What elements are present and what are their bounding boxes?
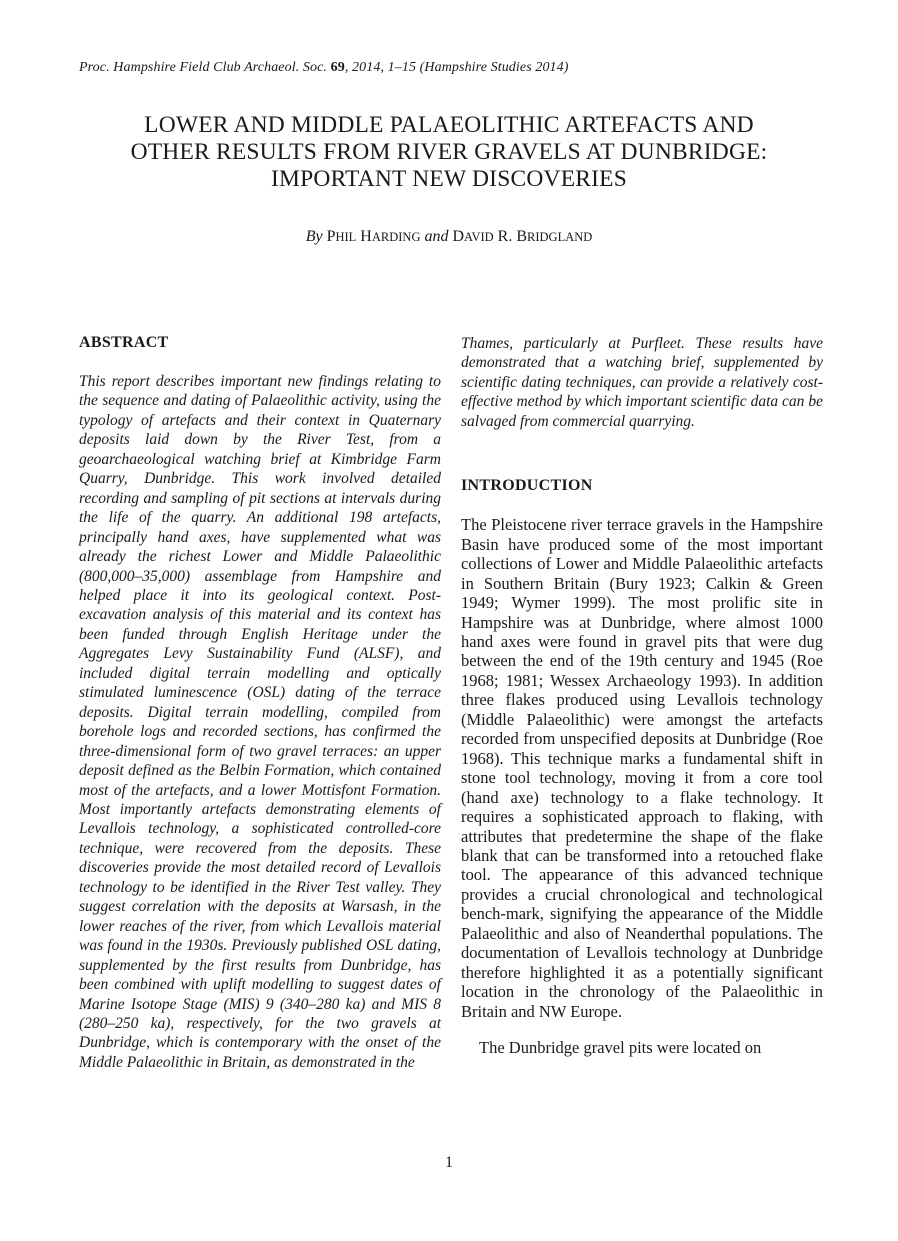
journal-volume: 69 bbox=[330, 60, 345, 75]
abstract-continued: Thames, particularly at Purfleet. These results have demonstrated that a watching brief, supplemented by scientific dating techniques, can provide a relatively cost-effective method by which important scientific data can be salvaged from commercial quarrying. bbox=[461, 335, 823, 430]
journal-details: , 2014, 1–15 (Hampshire Studies 2014) bbox=[344, 60, 569, 75]
author-byline bbox=[60, 228, 838, 246]
title-line-1: LOWER AND MIDDLE PALAEOLITHIC ARTEFACTS AND bbox=[144, 112, 754, 138]
abstract-body: This report describes important new findings relating to the sequence and dating of Palaeolithic activity, using the typology of artefacts and their context in Quaternary deposits laid down by the River Test, from a geoarchaeological watching brief at Kimbridge Farm Quarry, Dunbridge. This work involved detailed recording and sampling of pit sections at intervals during the life of the quarry. An additional 198 artefacts, principally hand axes, have supplemented what was already the richest Lower and Middle Palaeolithic (800,000–35,000) assemblage from Hampshire and helped place it into its geological context. Post-excavation analysis of this material and its context has been funded through English Heritage under the Aggregates Levy Sustainability Fund (ALSF), and included digital terrain modelling and optically stimulated luminescence (OSL) dating of the terrace deposits. Digital terrain modelling, compiled from borehole logs and recorded sections, has confirmed the three-dimensional form of two gravel terraces: an upper deposit defined as the Belbin Formation, which contained most of the artefacts, and a lower Mottisfont Formation. Most importantly artefacts demonstrating elements of Levallois technology, a sophisticated controlled-core technique, were recovered from the deposits. These discoveries provide the most detailed record of Levallois technology to be identified in the River Test valley. They suggest correlation with the deposits at Warsash, in the lower reaches of the river, from which Levallois material was found in the 1930s. Previously published OSL dating, supplemented by the first results from Dunbridge, has been combined with uplift modelling to suggest dates of Marine Isotope Stage (MIS) 9 (340–280 ka) and MIS 8 (280–250 ka), respectively, for the two gravels at Dunbridge, which is contemporary with the onset of the Middle Palaeolithic in Britain, as demonstrated in the bbox=[79, 373, 441, 1071]
introduction-paragraph-1: The Pleistocene river terrace gravels in the Hampshire Basin have produced some of the most important collections of Lower and Middle Palaeolithic artefacts in Southern Britain (Bury 1923; Calkin & Green 1949; Wymer 1999). The most prolific site in Hampshire was at Dunbridge, where almost 1000 hand axes were found in gravel pits that were dug between the end of the 19th century and 1945 (Roe 1968; 1981; Wessex Archaeology 1993). In addition three flakes produced using Levallois technology (Middle Palaeolithic) were amongst the artefacts recorded from unspecified deposits at Dunbridge (Roe 1968). This technique marks a fundamental shift in stone tool technology, moving it from a core tool (hand axe) technology to a flake technology. It requires a sophisticated approach to flaking, with attributes that predetermine the shape of the flake blank that can be transformed into a retouched flake tool. The appearance of this advanced technique provides a crucial chronological and technological bench-mark, signifying the appearance of the Middle Palaeolithic and also of Neanderthal populations. The documentation of Levallois technology at Dunbridge therefore highlighted it as a potentially significant location in the chronology of the Palaeolithic in Britain and NW Europe. bbox=[461, 515, 823, 1021]
abstract-heading: ABSTRACT bbox=[79, 334, 169, 351]
introduction-paragraph-2: The Dunbridge gravel pits were located on bbox=[479, 1037, 762, 1057]
right-column bbox=[461, 334, 823, 1057]
and-word: and bbox=[424, 228, 449, 245]
left-column bbox=[79, 334, 441, 1088]
journal-citation bbox=[79, 60, 569, 76]
introduction-heading: INTRODUCTION bbox=[461, 477, 593, 495]
author-2: DAVID R. BRIDGLAND bbox=[452, 228, 593, 245]
title-line-2: OTHER RESULTS FROM RIVER GRAVELS AT DUNBRIDGE: bbox=[130, 139, 768, 165]
by-word: By bbox=[305, 228, 323, 245]
article-title bbox=[60, 112, 838, 193]
author-1: PHIL HARDING bbox=[326, 228, 421, 245]
page-number: 1 bbox=[445, 1154, 453, 1171]
journal-name: Proc. Hampshire Field Club Archaeol. Soc. bbox=[79, 60, 328, 75]
title-line-3: IMPORTANT NEW DISCOVERIES bbox=[271, 166, 627, 192]
